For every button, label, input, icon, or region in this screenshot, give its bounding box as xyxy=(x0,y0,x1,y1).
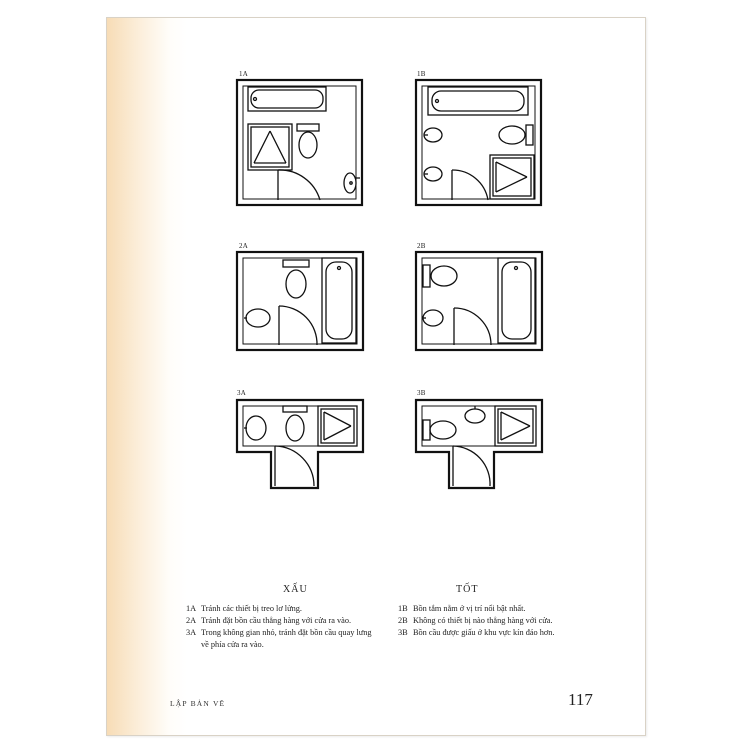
shower-icon xyxy=(495,406,536,446)
sink-icon xyxy=(244,416,266,440)
note-code: 2B xyxy=(398,616,408,625)
door-icon xyxy=(453,446,490,486)
toilet-icon xyxy=(499,125,533,145)
section-title: LẬP BẢN VẼ xyxy=(170,699,226,708)
page-number: 117 xyxy=(568,690,593,709)
toilet-icon xyxy=(423,420,456,440)
toilet-icon xyxy=(423,265,457,287)
bathtub-icon xyxy=(248,87,326,111)
sink-icon xyxy=(344,173,360,193)
door-icon xyxy=(452,170,488,200)
note-item xyxy=(186,603,376,615)
bathtub-icon xyxy=(322,258,356,343)
note-item xyxy=(398,627,598,639)
floor-plan-2b xyxy=(416,252,542,350)
bathtub-icon xyxy=(498,258,535,343)
plan-label-3a: 3A xyxy=(237,389,246,397)
note-code: 3B xyxy=(398,628,408,637)
note-text: Bồn tắm nằm ở vị trí nổi bật nhất. xyxy=(413,604,526,613)
toilet-icon xyxy=(283,406,307,441)
toilet-icon xyxy=(283,260,309,298)
floor-plan-1a xyxy=(237,80,362,205)
note-code: 3A xyxy=(186,628,197,637)
floor-plan-1b xyxy=(416,80,541,205)
sink-icon xyxy=(423,310,443,326)
door-icon xyxy=(454,308,491,345)
floor-plan-3a xyxy=(237,400,363,488)
shower-icon xyxy=(318,406,357,446)
plan-label-1b: 1B xyxy=(417,70,426,78)
shower-icon xyxy=(490,155,534,199)
note-text: Bồn cầu được giấu ở khu vực kín đáo hơn. xyxy=(413,628,555,637)
bad-column-heading: XẤU xyxy=(283,584,308,595)
door-icon xyxy=(275,446,314,486)
note-text: Tránh các thiết bị treo lơ lửng. xyxy=(201,604,302,613)
note-item xyxy=(398,615,598,627)
good-notes-list xyxy=(398,603,598,639)
plan-label-2b: 2B xyxy=(417,242,426,250)
plan-label-1a: 1A xyxy=(239,70,248,78)
door-icon xyxy=(279,306,317,345)
note-text: Tránh đặt bồn cầu thẳng hàng với cửa ra vào. xyxy=(201,616,352,625)
sink-icon xyxy=(244,309,270,327)
good-column-heading: TỐT xyxy=(456,584,479,595)
bathtub-icon xyxy=(428,87,528,115)
note-item xyxy=(398,603,598,615)
floor-plan-2a xyxy=(237,252,363,350)
note-item xyxy=(186,615,376,627)
shower-icon xyxy=(248,124,292,170)
note-code: 1B xyxy=(398,604,408,613)
toilet-icon xyxy=(297,124,319,158)
floor-plan-3b xyxy=(416,400,542,488)
note-code: 2A xyxy=(186,616,197,625)
note-text: Trong không gian nhỏ, tránh đặt bồn cầu quay lưng về phía cửa ra vào. xyxy=(201,628,372,649)
sink-icon xyxy=(424,128,442,142)
sink-icon xyxy=(465,406,485,423)
plan-label-2a: 2A xyxy=(239,242,248,250)
note-code: 1A xyxy=(186,604,197,613)
note-text: Không có thiết bị nào thẳng hàng với cửa. xyxy=(413,616,553,625)
door-icon xyxy=(278,170,320,200)
note-item xyxy=(186,627,376,651)
plan-label-3b: 3B xyxy=(417,389,426,397)
sink-icon xyxy=(424,167,442,181)
bad-notes-list xyxy=(186,603,376,651)
